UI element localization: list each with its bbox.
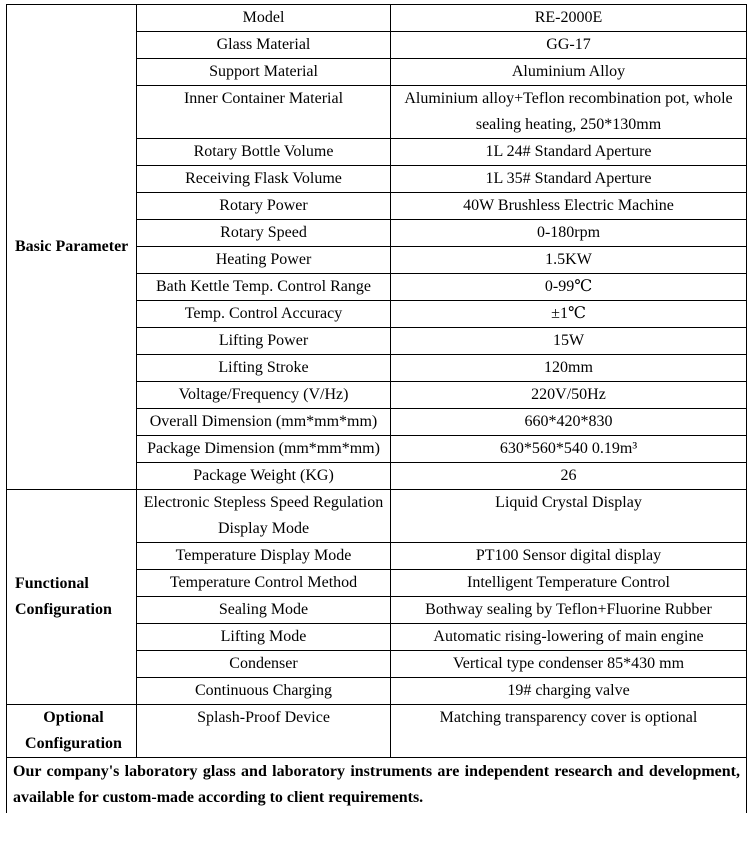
- param-name: Glass Material: [137, 32, 391, 59]
- param-name: Condenser: [137, 651, 391, 678]
- param-name: Rotary Power: [137, 193, 391, 220]
- param-name: Lifting Stroke: [137, 355, 391, 382]
- spec-table: [6, 4, 747, 813]
- param-name: Overall Dimension (mm*mm*mm): [137, 409, 391, 436]
- param-value: Intelligent Temperature Control: [391, 570, 747, 597]
- param-value: Aluminium alloy+Teflon recombination pot, whole sealing heating, 250*130mm: [391, 86, 747, 139]
- param-value: 220V/50Hz: [391, 382, 747, 409]
- param-name: Continuous Charging: [137, 678, 391, 705]
- param-value: 1L 35# Standard Aperture: [391, 166, 747, 193]
- param-value: 19# charging valve: [391, 678, 747, 705]
- param-value: RE-2000E: [391, 5, 747, 32]
- param-name: Bath Kettle Temp. Control Range: [137, 274, 391, 301]
- param-value: 660*420*830: [391, 409, 747, 436]
- param-value: 15W: [391, 328, 747, 355]
- param-value: 26: [391, 463, 747, 490]
- spec-sheet: [6, 4, 746, 813]
- param-value: Aluminium Alloy: [391, 59, 747, 86]
- footer-note: Our company's laboratory glass and laboratory instruments are independent research and development, available for custom-made according to client requirements.: [7, 758, 747, 814]
- table-row: [7, 490, 747, 543]
- param-value: 120mm: [391, 355, 747, 382]
- param-name: Heating Power: [137, 247, 391, 274]
- table-row: [7, 758, 747, 814]
- param-name: Lifting Power: [137, 328, 391, 355]
- param-name: Package Dimension (mm*mm*mm): [137, 436, 391, 463]
- param-name: Rotary Bottle Volume: [137, 139, 391, 166]
- param-value: 1L 24# Standard Aperture: [391, 139, 747, 166]
- param-name: Voltage/Frequency (V/Hz): [137, 382, 391, 409]
- param-name: Lifting Mode: [137, 624, 391, 651]
- param-value: Vertical type condenser 85*430 mm: [391, 651, 747, 678]
- param-value: GG-17: [391, 32, 747, 59]
- param-value: Automatic rising-lowering of main engine: [391, 624, 747, 651]
- param-name: Temperature Display Mode: [137, 543, 391, 570]
- param-name: Electronic Stepless Speed Regulation Display Mode: [137, 490, 391, 543]
- group-functional-configuration: Functional Configuration: [7, 490, 137, 705]
- param-value: Bothway sealing by Teflon+Fluorine Rubber: [391, 597, 747, 624]
- param-value: Liquid Crystal Display: [391, 490, 747, 543]
- table-row: [7, 5, 747, 32]
- param-value: 40W Brushless Electric Machine: [391, 193, 747, 220]
- param-value: Matching transparency cover is optional: [391, 705, 747, 758]
- param-name: Package Weight (KG): [137, 463, 391, 490]
- param-value: PT100 Sensor digital display: [391, 543, 747, 570]
- param-name: Rotary Speed: [137, 220, 391, 247]
- group-optional-configuration: Optional Configuration: [7, 705, 137, 758]
- param-name: Receiving Flask Volume: [137, 166, 391, 193]
- param-value: ±1℃: [391, 301, 747, 328]
- param-name: Model: [137, 5, 391, 32]
- param-name: Splash-Proof Device: [137, 705, 391, 758]
- param-value: 630*560*540 0.19m³: [391, 436, 747, 463]
- table-row: [7, 705, 747, 758]
- param-name: Sealing Mode: [137, 597, 391, 624]
- param-name: Temperature Control Method: [137, 570, 391, 597]
- param-value: 1.5KW: [391, 247, 747, 274]
- param-value: 0-99℃: [391, 274, 747, 301]
- param-name: Support Material: [137, 59, 391, 86]
- param-value: 0-180rpm: [391, 220, 747, 247]
- param-name: Inner Container Material: [137, 86, 391, 139]
- group-basic-parameter: Basic Parameter: [7, 5, 137, 490]
- param-name: Temp. Control Accuracy: [137, 301, 391, 328]
